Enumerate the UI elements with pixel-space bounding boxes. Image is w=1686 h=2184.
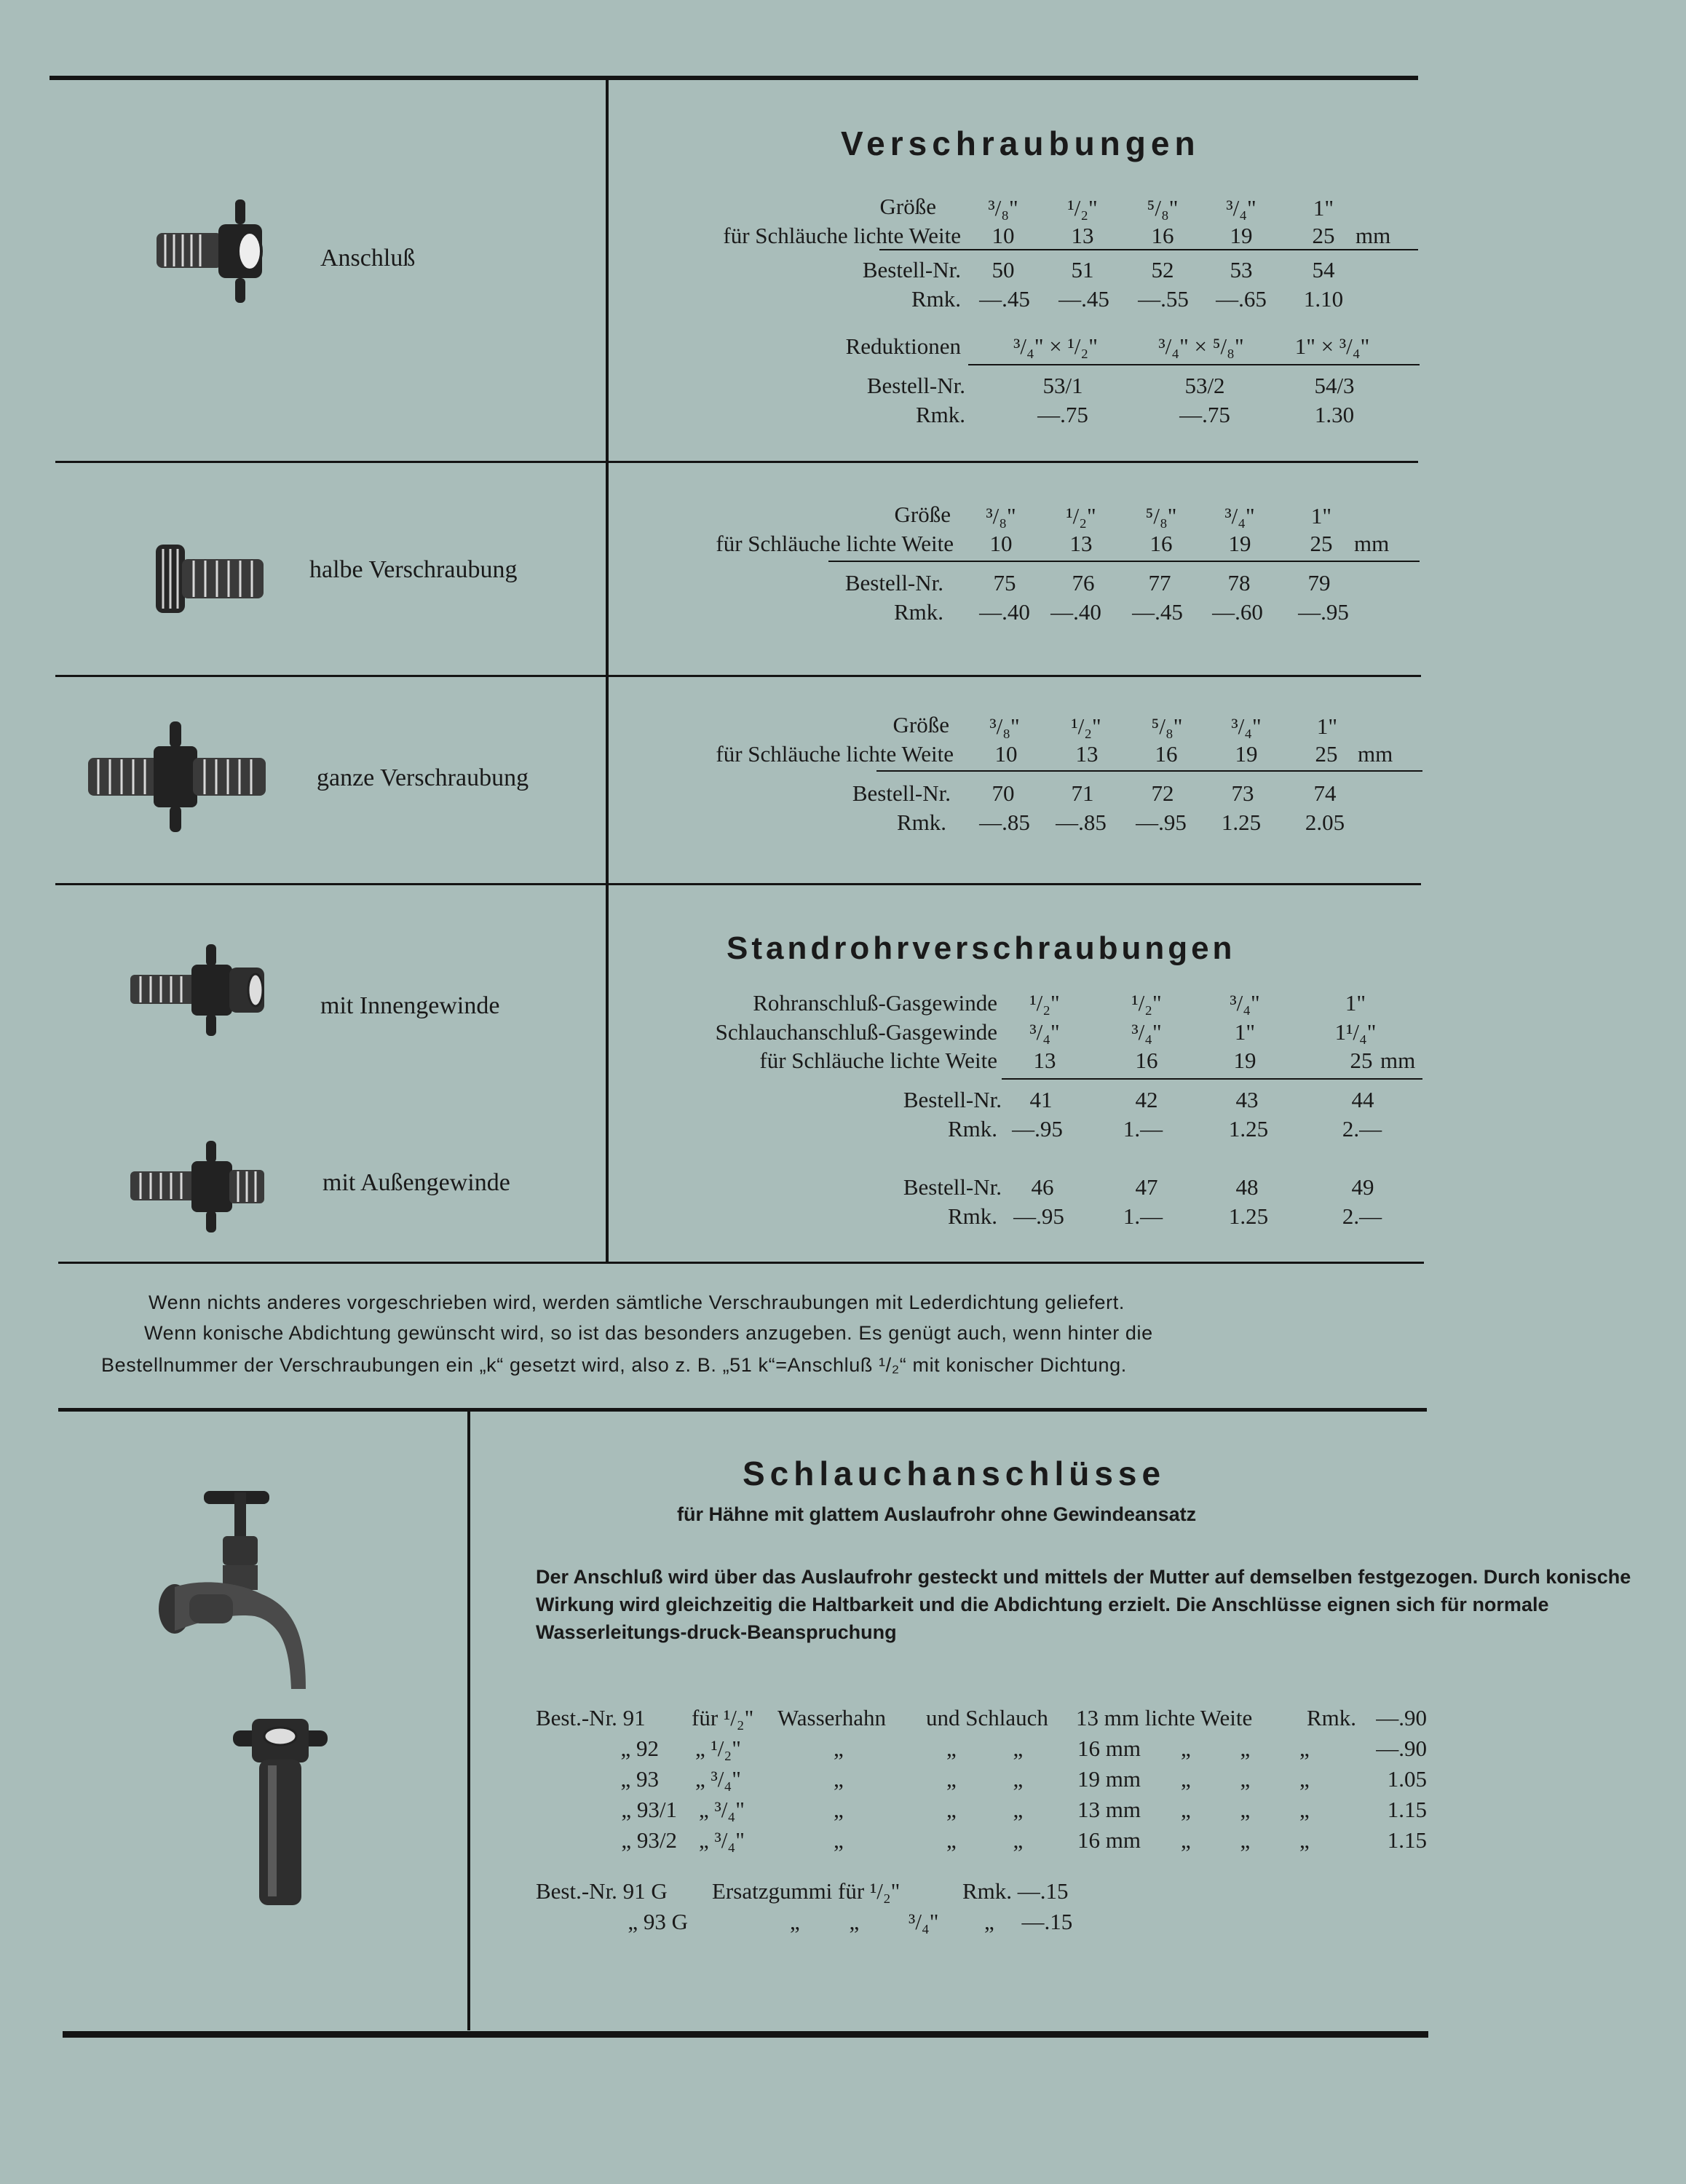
bestell-cell: 48 (1235, 1174, 1259, 1200)
hose-row-rmk: „ „ „ (1181, 1827, 1310, 1853)
halbe-weite-label: für Schläuche lichte Weite (716, 531, 954, 556)
ganze-verschraubung-icon (84, 717, 273, 841)
bestell-cell: 44 (1351, 1087, 1374, 1112)
hose-row-size: „ ³/₄" (699, 1827, 745, 1853)
reduktion-bestell-cell: 54/3 (1314, 373, 1355, 398)
hose-row-rmk: „ „ „ (1181, 1736, 1310, 1761)
size-cell: ³/₈" (988, 195, 1018, 221)
size-cell: ¹/₂" (1071, 713, 1101, 739)
weite-cell: 25 (1312, 223, 1335, 248)
bestell-cell: 47 (1135, 1174, 1158, 1200)
schlauch-label: Schlauchanschluß-Gasgewinde (715, 1019, 997, 1045)
bestell-cell: 70 (992, 780, 1015, 806)
reduktionen-label: Reduktionen (845, 333, 961, 359)
schlauch-cell: 1¹/₄" (1334, 1019, 1377, 1045)
price-cell: —.45 (1132, 599, 1183, 625)
size-cell: ⁵/₈" (1145, 503, 1177, 529)
weite-cell: 25 (1315, 741, 1338, 767)
weite-cell: 10 (992, 223, 1015, 248)
bestell-cell: 72 (1151, 780, 1174, 806)
verschraubungen-title: Verschraubungen (841, 124, 1200, 162)
rule-2 (55, 675, 1421, 677)
bestell-cell: 42 (1135, 1087, 1158, 1112)
reduktionen-rule (968, 364, 1420, 365)
hose-row-hose: „ „ (946, 1766, 1024, 1792)
price-cell: 1.— (1123, 1116, 1163, 1142)
top-rule (50, 76, 1418, 80)
hose-row-tap: „ (834, 1797, 844, 1822)
standrohr-title: Standrohrverschraubungen (727, 930, 1236, 966)
rohr-cell: ¹/₂" (1029, 990, 1060, 1016)
size-cell: ³/₄" (1224, 503, 1255, 529)
reduktion-cell: 1" × ³/₄" (1294, 333, 1370, 359)
reduktion-cell: ³/₄" × ¹/₂" (1013, 333, 1098, 359)
hose-row-hose: „ „ (946, 1827, 1024, 1853)
hose-row-nr: Best.-Nr. 91 (536, 1705, 646, 1730)
note-line-2: Wenn konische Abdichtung gewünscht wird, so ist das besonders anzugeben. Es genügt auch, wenn hinter die (144, 1322, 1153, 1344)
ganze-weite-label: für Schläuche lichte Weite (716, 741, 954, 767)
bestell-cell: 73 (1231, 780, 1254, 806)
rule-3 (55, 883, 1421, 885)
mm-unit: mm (1380, 1048, 1416, 1073)
ganze-table-rule (876, 770, 1422, 772)
bestell-cell: 49 (1351, 1174, 1374, 1200)
size-cell: ³/₈" (986, 503, 1016, 529)
ganze-size-label: Größe (893, 712, 949, 737)
price-cell: —.55 (1138, 286, 1189, 312)
halbe-bestell-label: Bestell-Nr. (844, 570, 943, 596)
halbe-verschraubung-icon (153, 539, 269, 619)
weite-cell: 13 (1069, 531, 1093, 556)
weite-cell: 19 (1233, 1048, 1256, 1073)
hose-row-tap: „ (834, 1827, 844, 1853)
bestell-cell: 75 (993, 570, 1016, 596)
hose-row-size: „ ¹/₂" (695, 1736, 741, 1761)
price-cell: 1.25 (1228, 1203, 1269, 1229)
hose-row-width: 16 mm (1077, 1827, 1141, 1853)
price-cell: —.40 (979, 599, 1030, 625)
weite-cell: 16 (1149, 531, 1173, 556)
halbe-size-label: Größe (894, 502, 951, 527)
size-cell: ¹/₂" (1066, 503, 1096, 529)
weite-cell: 13 (1071, 223, 1094, 248)
gummi-row-desc: Ersatzgummi für ¹/₂" (712, 1878, 901, 1904)
hose-row-price: 1.15 (1387, 1797, 1427, 1822)
hose-row-tap: „ (834, 1766, 844, 1792)
hose-row-size: „ ³/₄" (699, 1797, 745, 1822)
reduktion-price-cell: —.75 (1037, 402, 1088, 427)
rohr-cell: ¹/₂" (1131, 990, 1162, 1016)
mm-unit: mm (1358, 741, 1393, 767)
hose-row-rmk: „ „ „ (1181, 1766, 1310, 1792)
price-cell: 1.10 (1303, 286, 1344, 312)
weite-cell: 19 (1228, 531, 1251, 556)
bottom-rule (63, 2031, 1428, 2038)
anschluss-rmk-label: Rmk. (911, 286, 961, 312)
gummi-row-price: Rmk. —.15 (962, 1878, 1069, 1904)
hose-row-width: 16 mm (1077, 1736, 1141, 1761)
schlauch-cell: 1" (1234, 1019, 1256, 1045)
gummi-row-nr: Best.-Nr. 91 G (536, 1878, 668, 1904)
bestell-cell: 76 (1072, 570, 1095, 596)
water-tap-icon (153, 1485, 320, 1704)
bestell-cell: 74 (1313, 780, 1337, 806)
innengewinde-label: mit Innengewinde (320, 992, 500, 1019)
standrohr-weite-label: für Schläuche lichte Weite (759, 1048, 997, 1073)
reduktion-cell: ³/₄" × ⁵/₈" (1158, 333, 1244, 359)
ganze-label: ganze Verschraubung (317, 764, 529, 791)
standrohr-table-rule (1002, 1078, 1422, 1080)
size-cell: ⁵/₈" (1151, 713, 1183, 739)
hose-row-hose: „ „ (946, 1797, 1024, 1822)
hose-row-tap: Wasserhahn (777, 1705, 887, 1730)
size-cell: 1" (1316, 713, 1338, 739)
weite-cell: 13 (1075, 741, 1099, 767)
anschluss-bestell-label: Bestell-Nr. (862, 257, 961, 282)
weite-cell: 25 (1350, 1048, 1373, 1073)
halbe-table-rule (828, 561, 1420, 562)
note-line-3: Bestellnummer der Verschraubungen ein „k“ gesetzt wird, also z. B. „51 k“=Anschluß ¹/₂“ mit konischer Dichtung. (101, 1354, 1127, 1376)
price-cell: 2.— (1342, 1203, 1382, 1229)
aussen-rmk-label: Rmk. (947, 1203, 997, 1229)
price-cell: 1.— (1123, 1203, 1163, 1229)
hose-row-price: —.90 (1376, 1705, 1427, 1730)
hose-row-width: 13 mm (1077, 1797, 1141, 1822)
aussen-bestell-label: Bestell-Nr. (903, 1174, 1002, 1200)
reduktionen-bestell-label: Bestell-Nr. (866, 373, 965, 398)
bestell-cell: 78 (1227, 570, 1251, 596)
innen-bestell-label: Bestell-Nr. (903, 1087, 1002, 1112)
reduktion-bestell-cell: 53/1 (1042, 373, 1083, 398)
price-cell: —.95 (1136, 810, 1187, 835)
innengewinde-fitting-icon (127, 943, 273, 1037)
schlauchanschluesse-title: Schlauchanschlüsse (743, 1455, 1166, 1492)
size-cell: ⁵/₈" (1147, 195, 1179, 221)
rule-4 (58, 1262, 1424, 1264)
reduktion-bestell-cell: 53/2 (1184, 373, 1225, 398)
anschluss-table-rule (879, 249, 1418, 250)
price-cell: —.95 (1298, 599, 1349, 625)
rule-1 (55, 461, 1418, 463)
hose-row-nr: „ 92 (620, 1736, 659, 1761)
hose-row-price: 1.15 (1387, 1827, 1427, 1853)
hose-row-nr: „ 93 (620, 1766, 659, 1792)
weite-cell: 10 (989, 531, 1013, 556)
price-cell: 2.— (1342, 1116, 1382, 1142)
halbe-rmk-label: Rmk. (893, 599, 943, 625)
hose-row-rmk: Rmk. (1307, 1705, 1357, 1730)
hose-row-width: 13 mm lichte Weite (1076, 1705, 1253, 1730)
price-cell: —.95 (1013, 1203, 1064, 1229)
section-rule (58, 1408, 1427, 1412)
hose-row-price: 1.05 (1387, 1766, 1427, 1792)
size-cell: ³/₈" (989, 713, 1020, 739)
hose-connector-icon (226, 1714, 335, 1911)
hose-row-hose: „ „ (946, 1736, 1024, 1761)
size-cell: ¹/₂" (1067, 195, 1098, 221)
bestell-cell: 79 (1307, 570, 1331, 596)
price-cell: —.40 (1050, 599, 1101, 625)
anschluss-label: Anschluß (320, 245, 416, 272)
schlauch-cell: ³/₄" (1029, 1019, 1060, 1045)
price-cell: —.60 (1212, 599, 1263, 625)
rohr-cell: 1" (1345, 990, 1366, 1016)
hose-row-hose: und Schlauch (926, 1705, 1048, 1730)
price-cell: 2.05 (1305, 810, 1345, 835)
bestell-cell: 77 (1148, 570, 1171, 596)
weite-cell: 25 (1310, 531, 1333, 556)
ganze-bestell-label: Bestell-Nr. (852, 780, 951, 806)
anschluss-size-label: Größe (879, 194, 936, 219)
bestell-cell: 53 (1230, 257, 1253, 282)
price-cell: 1.25 (1221, 810, 1262, 835)
schlauchanschluesse-subtitle: für Hähne mit glattem Auslaufrohr ohne Gewindeansatz (677, 1503, 1197, 1525)
bestell-cell: 46 (1031, 1174, 1054, 1200)
gummi-row-price: „ —.15 (984, 1909, 1073, 1934)
price-cell: —.45 (1058, 286, 1109, 312)
anschluss-weite-label: für Schläuche lichte Weite (723, 223, 961, 248)
column-divider-upper (606, 80, 609, 1263)
mm-unit: mm (1354, 531, 1390, 556)
weite-cell: 10 (994, 741, 1018, 767)
note-line-1: Wenn nichts anderes vorgeschrieben wird, werden sämtliche Verschraubungen mit Lederdichtung geliefert. (149, 1291, 1125, 1313)
hose-row-price: —.90 (1376, 1736, 1427, 1761)
bestell-cell: 41 (1029, 1087, 1053, 1112)
weite-cell: 16 (1155, 741, 1178, 767)
bestell-cell: 51 (1071, 257, 1094, 282)
weite-cell: 19 (1230, 223, 1253, 248)
schlauchanschluesse-paragraph: Der Anschluß wird über das Auslaufrohr gesteckt und mittels der Mutter auf demselben festgezogen. Durch konische Wirkung wird gleichzeitig die Haltbarkeit und die Abdichtung erzielt. Die Anschlüsse eignen sich für normale Wasserleitungs-druck-Beanspruchung (536, 1566, 1631, 1643)
column-divider-lower (467, 1412, 470, 2030)
weite-cell: 19 (1235, 741, 1258, 767)
hose-row-width: 19 mm (1077, 1766, 1141, 1792)
bestell-cell: 43 (1235, 1087, 1259, 1112)
size-cell: 1" (1313, 195, 1334, 221)
hose-row-size: „ ³/₄" (695, 1766, 741, 1792)
aussengewinde-label: mit Außengewinde (322, 1169, 510, 1196)
price-cell: —.85 (979, 810, 1030, 835)
gummi-row-desc: „ „ ³/₄" (790, 1909, 939, 1934)
reduktion-price-cell: 1.30 (1314, 402, 1355, 427)
price-cell: —.45 (979, 286, 1030, 312)
hose-row-tap: „ (834, 1736, 844, 1761)
bestell-cell: 71 (1071, 780, 1094, 806)
size-cell: 1" (1310, 503, 1332, 529)
halbe-label: halbe Verschraubung (309, 556, 518, 583)
price-cell: —.95 (1012, 1116, 1063, 1142)
schlauch-cell: ³/₄" (1131, 1019, 1162, 1045)
size-cell: ³/₄" (1226, 195, 1256, 221)
reduktionen-rmk-label: Rmk. (915, 402, 965, 427)
hose-row-nr: „ 93/2 (621, 1827, 677, 1853)
rohr-cell: ³/₄" (1230, 990, 1260, 1016)
hose-row-size: für ¹/₂" (692, 1705, 754, 1730)
weite-cell: 13 (1033, 1048, 1056, 1073)
bestell-cell: 50 (992, 257, 1015, 282)
anschluss-fitting-icon (149, 197, 288, 306)
mm-unit: mm (1355, 223, 1391, 248)
bestell-cell: 52 (1151, 257, 1174, 282)
innen-rmk-label: Rmk. (947, 1116, 997, 1142)
gummi-row-nr: „ 93 G (628, 1909, 688, 1934)
size-cell: ³/₄" (1231, 713, 1262, 739)
hose-row-rmk: „ „ „ (1181, 1797, 1310, 1822)
ganze-rmk-label: Rmk. (896, 810, 946, 835)
weite-cell: 16 (1151, 223, 1174, 248)
weite-cell: 16 (1135, 1048, 1158, 1073)
price-cell: —.85 (1056, 810, 1107, 835)
price-cell: 1.25 (1228, 1116, 1269, 1142)
price-cell: —.65 (1216, 286, 1267, 312)
rohr-label: Rohranschluß-Gasgewinde (753, 990, 997, 1016)
reduktion-price-cell: —.75 (1179, 402, 1230, 427)
bestell-cell: 54 (1312, 257, 1335, 282)
aussengewinde-fitting-icon (127, 1139, 273, 1234)
hose-row-nr: „ 93/1 (621, 1797, 677, 1822)
